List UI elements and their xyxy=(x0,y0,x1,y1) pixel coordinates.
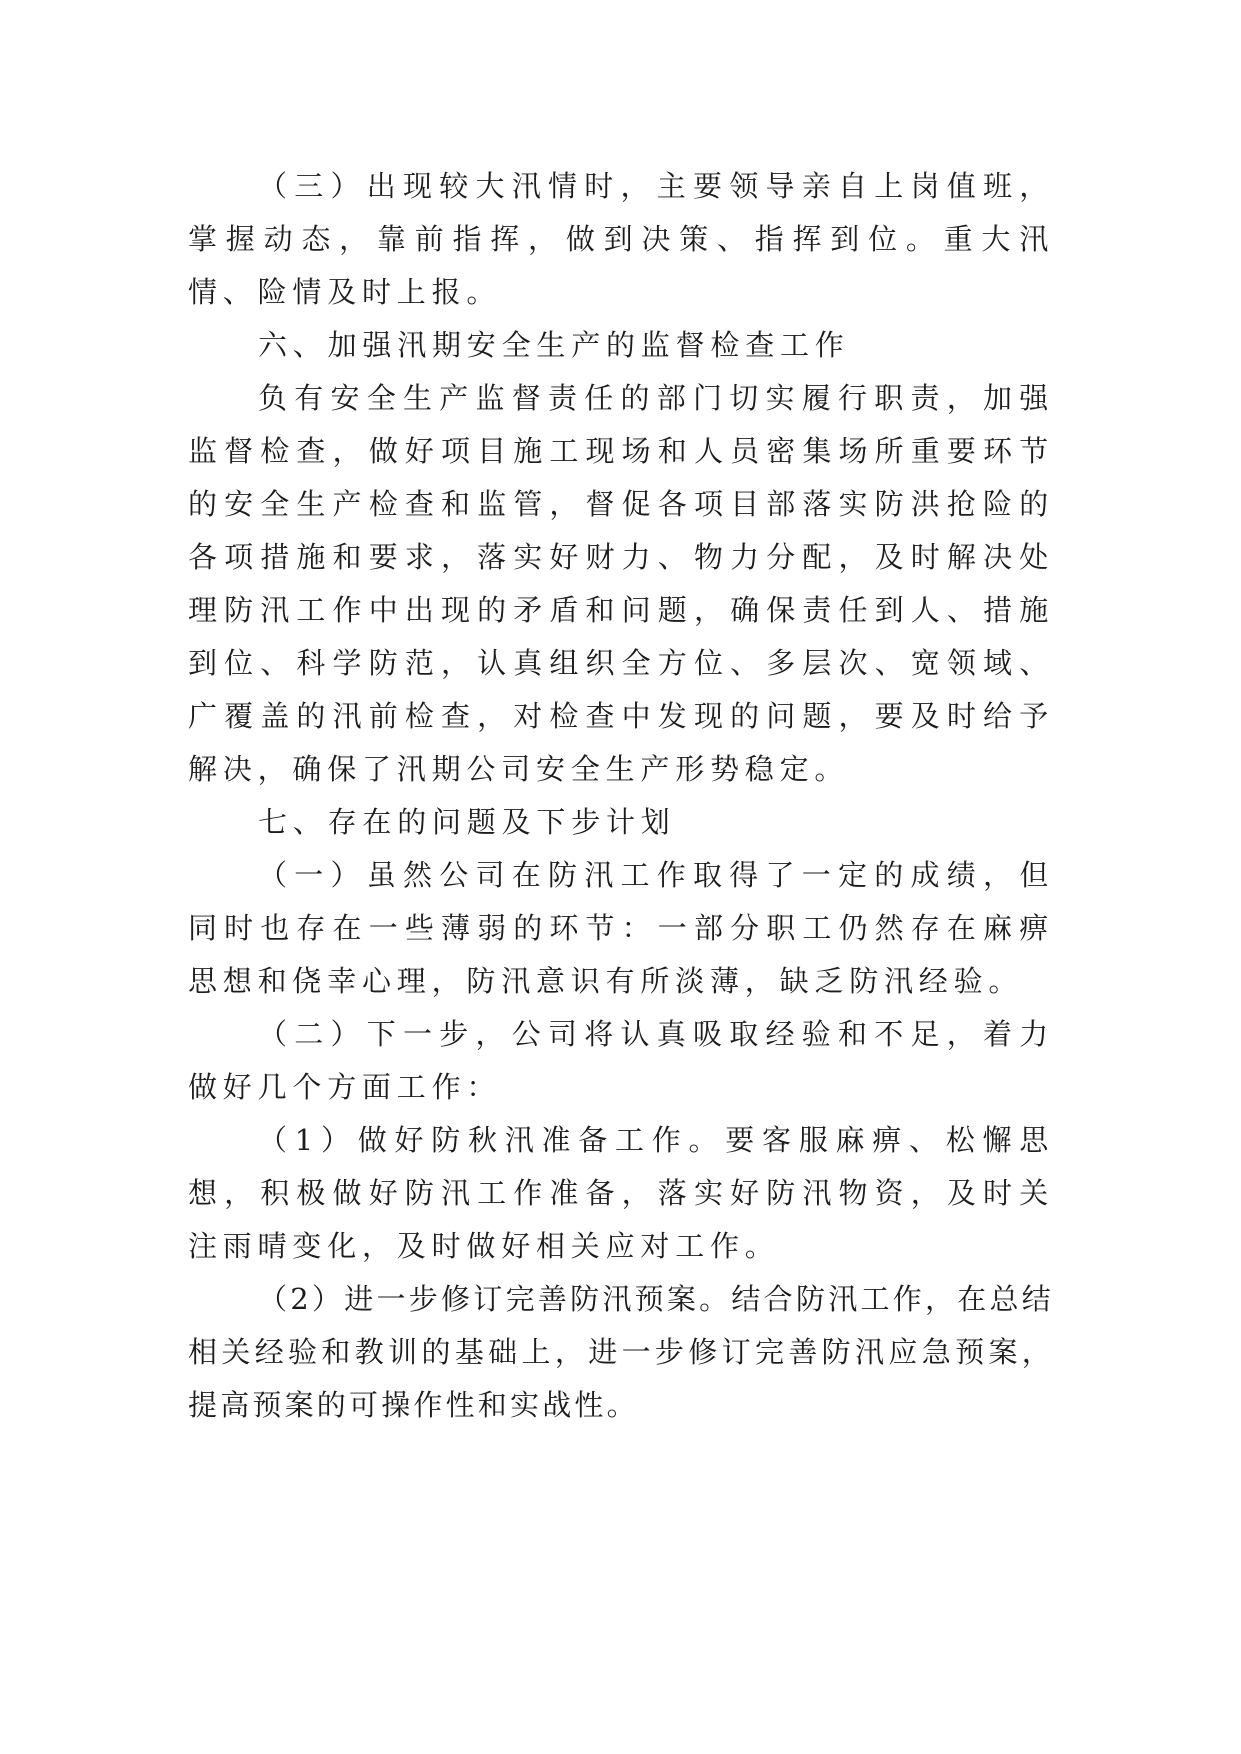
paragraph-flood-duty: （三）出现较大汛情时，主要领导亲自上岗值班，掌握动态，靠前指挥，做到决策、指挥到位。重大汛情、险情及时上报。 xyxy=(188,169,1054,309)
paragraph-item-2: （2）进一步修订完善防汛预案。结合防汛工作，在总结相关经验和教训的基础上，进一步修订完善防汛应急预案，提高预案的可操作性和实战性。 xyxy=(188,1282,1054,1422)
paragraph-problems: （一）虽然公司在防汛工作取得了一定的成绩，但同时也存在一些薄弱的环节：一部分职工仍然存在麻痹思想和侥幸心理，防汛意识有所淡薄，缺乏防汛经验。 xyxy=(188,858,1054,998)
paragraph-item-1: （1）做好防秋汛准备工作。要客服麻痹、松懈思想，积极做好防汛工作准备，落实好防汛物资，及时关注雨晴变化，及时做好相关应对工作。 xyxy=(188,1123,1054,1263)
section-heading-seven: 七、存在的问题及下步计划 xyxy=(258,805,676,839)
paragraph-next-steps: （二）下一步，公司将认真吸取经验和不足，着力做好几个方面工作： xyxy=(188,1017,1054,1104)
document-body xyxy=(188,160,1054,1432)
section-heading-six: 六、加强汛期安全生产的监督检查工作 xyxy=(258,328,850,362)
paragraph-supervision: 负有安全生产监督责任的部门切实履行职责，加强监督检查，做好项目施工现场和人员密集场所重要环节的安全生产检查和监管，督促各项目部落实防洪抢险的各项措施和要求，落实好财力、物力分配，及时解决处理防汛工作中出现的矛盾和问题，确保责任到人、措施到位、科学防范，认真组织全方位、多层次、宽领域、广覆盖的汛前检查，对检查中发现的问题，要及时给予解决，确保了汛期公司安全生产形势稳定。 xyxy=(188,381,1054,786)
